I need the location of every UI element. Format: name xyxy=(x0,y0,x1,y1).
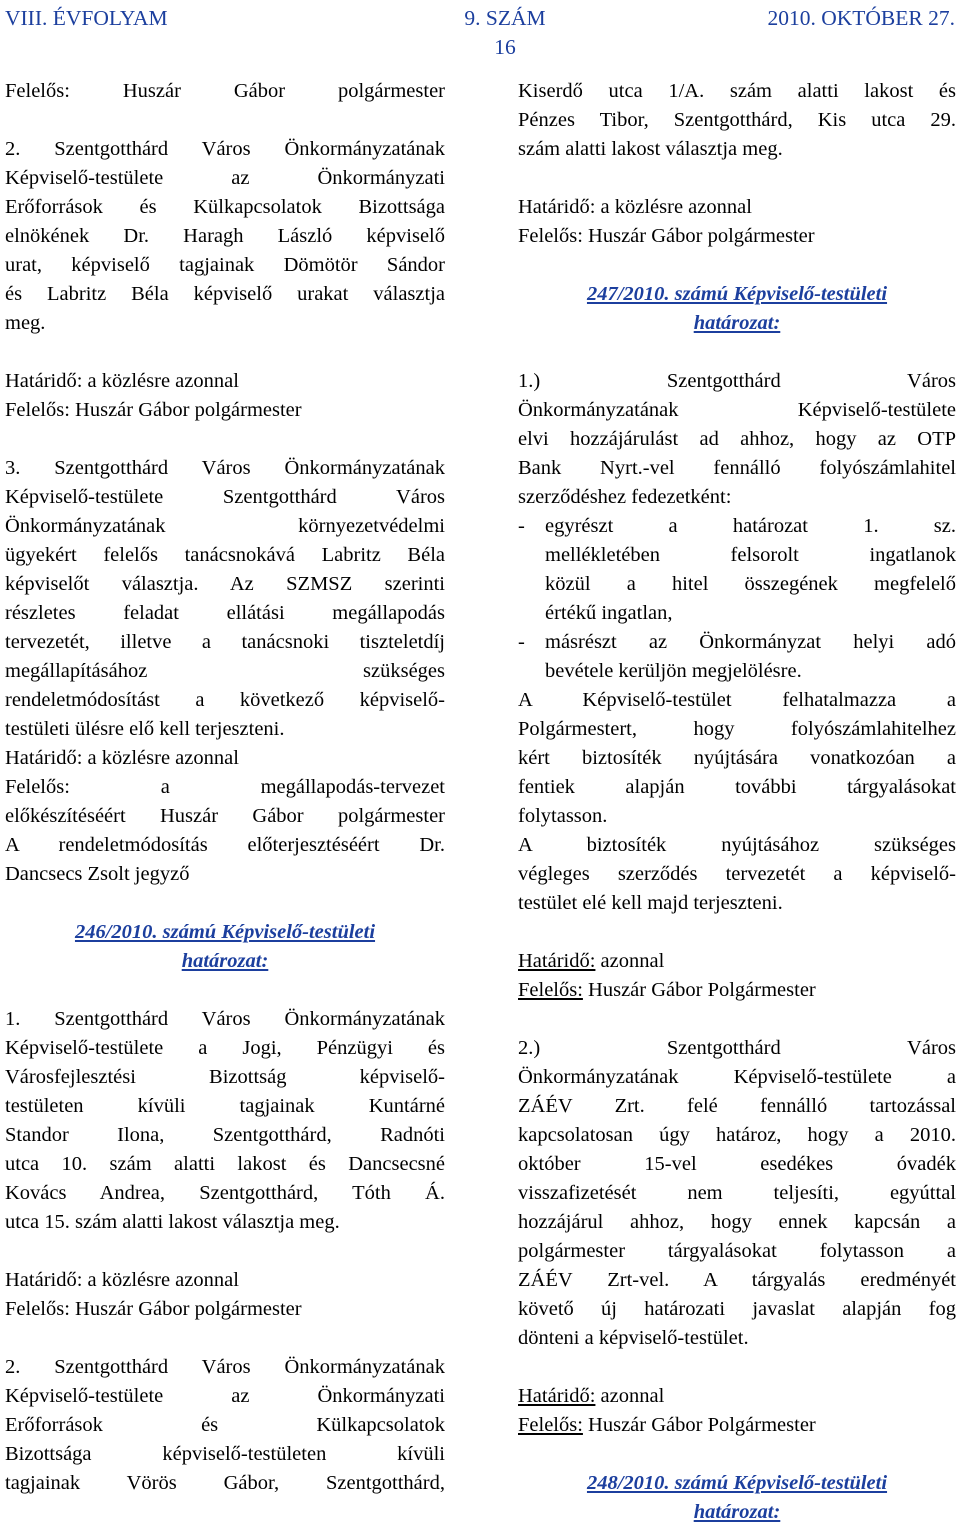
responsible-block: Felelős: a megállapodás-tervezet előkészítéséért Huszár Gábor polgármester A rendeletmódosítás előterjesztéséért Dr. Dancsecs Zsolt jegyző xyxy=(5,776,445,885)
deadline-line: Határidő: a közlésre azonnal xyxy=(5,747,239,769)
paragraph-guarantee: A biztosíték nyújtásához szükséges végleges szerződés tervezetét a képviselő- testület elé kell majd terjeszteni. xyxy=(518,834,956,914)
deadline-line: Határidő: azonnal xyxy=(518,950,665,972)
volume-label: VIII. ÉVFOLYAM xyxy=(5,6,168,30)
deadline-line: Határidő: azonnal xyxy=(518,1385,665,1407)
paragraph-authorization: A Képviselő-testület felhatalmazza a Polgármestert, hogy folyószámlahitelhez kért biztosíték nyújtására vonatkozóan a fentiek alapján további tárgyalásokat folytasson. xyxy=(518,689,956,827)
paragraph-continuation: Kiserdő utca 1/A. szám alatti lakost és Pénzes Tibor, Szentgotthárd, Kis utca 29. szám alatti lakost választja meg. xyxy=(518,80,956,160)
issue-label: 9. SZÁM xyxy=(464,6,546,30)
responsible-line: Felelős: Huszár Gábor polgármester xyxy=(5,399,302,421)
deadline-line: Határidő: a közlésre azonnal xyxy=(5,1269,239,1291)
left-column xyxy=(5,77,445,1498)
paragraph-committee-members: 1. Szentgotthárd Város Önkormányzatának Képviselő-testülete a Jogi, Pénzügyi és Városfejlesztési Bizottság képviselő- testületen kívüli tagjainak Kuntárné Standor Ilona, Szentgotthárd, Radnóti utca 10. szám alatti lakost és Dancsecsné Kovács Andrea, Szentgotthárd, Tóth Á. utca 15. szám alatti lakost választja meg. xyxy=(5,1008,445,1233)
paragraph-zaev: 2.) Szentgotthárd Város Önkormányzatának Képviselő-testülete a ZÁÉV Zrt. felé fennálló tartozással kapcsolatosan úgy határoz, hogy a 2010. október 15-vel esedékes óvadék visszafizetését nem teljesíti, egyúttal hozzájárul ahhoz, hogy ennek kapcsán a polgármester tárgyalásokat folytasson a ZÁÉV Zrt-vel. A tárgyalás eredményét követő új határozati javaslat alapján fog dönteni a képviselő-testület. xyxy=(518,1037,956,1349)
page-header xyxy=(5,4,955,64)
paragraph-external-members: 2. Szentgotthárd Város Önkormányzatának Képviselő-testülete az Önkormányzati Erőforrások és Külkapcsolatok Bizottsága képviselő-testületen kívüli tagjainak Vörös Gábor, Szentgotthárd, xyxy=(5,1356,445,1494)
resolution-title-247: 247/2010. számú Képviselő-testületi határozat: xyxy=(586,283,888,334)
deadline-line: Határidő: a közlésre azonnal xyxy=(518,196,752,218)
issue-date: 2010. OKTÓBER 27. xyxy=(767,6,955,30)
responsible-line: Felelős: Huszár Gábor Polgármester xyxy=(518,1414,816,1436)
right-column xyxy=(518,77,956,1527)
responsible-line: Felelős: Huszár Gábor polgármester xyxy=(5,80,445,102)
issue-number xyxy=(450,4,560,62)
paragraph-otp-credit: 1.) Szentgotthárd Város Önkormányzatának Képviselő-testülete elvi hozzájárulást ad ahhoz, hogy az OTP Bank Nyrt.-vel fennálló folyószámlahitel szerződéshez fedezetként: xyxy=(518,370,956,508)
resolution-title-248: 248/2010. számú Képviselő-testületi határozat: xyxy=(586,1472,888,1523)
responsible-line: Felelős: Huszár Gábor Polgármester xyxy=(518,979,816,1001)
list-item: - egyrészt a határozat 1. sz. mellékletében felsorolt ingatlanok közül a hitel összegének megfelelő értékű ingatlan, xyxy=(518,515,956,624)
responsible-line: Felelős: Huszár Gábor polgármester xyxy=(518,225,815,247)
resolution-title-246: 246/2010. számú Képviselő-testületi határozat: xyxy=(74,921,376,972)
paragraph-committee-chair: 2. Szentgotthárd Város Önkormányzatának Képviselő-testülete az Önkormányzati Erőforrások és Külkapcsolatok Bizottsága elnökének Dr. Haragh László képviselő urat, képviselő tagjainak Dömötör Sándor és Labritz Béla képviselő urakat választja meg. xyxy=(5,138,445,334)
responsible-line: Felelős: Huszár Gábor polgármester xyxy=(5,1298,302,1320)
deadline-line: Határidő: a közlésre azonnal xyxy=(5,370,239,392)
page-number: 16 xyxy=(494,35,516,59)
paragraph-councillor: 3. Szentgotthárd Város Önkormányzatának Képviselő-testülete Szentgotthárd Város Önkormányzatának környezetvédelmi ügyekért felelős tanácsnokává Labritz Béla képviselőt választja. Az SZMSZ szerinti részletes feladat ellátási megállapodás tervezetét, illetve a tanácsnoki tiszteletdíj megállapításához szükséges rendeletmódosítást a következő képviselő- testületi ülésre elő kell terjeszteni. xyxy=(5,457,445,740)
list-item: - másrészt az Önkormányzat helyi adó bevétele kerüljön megjelölésre. xyxy=(518,631,956,682)
